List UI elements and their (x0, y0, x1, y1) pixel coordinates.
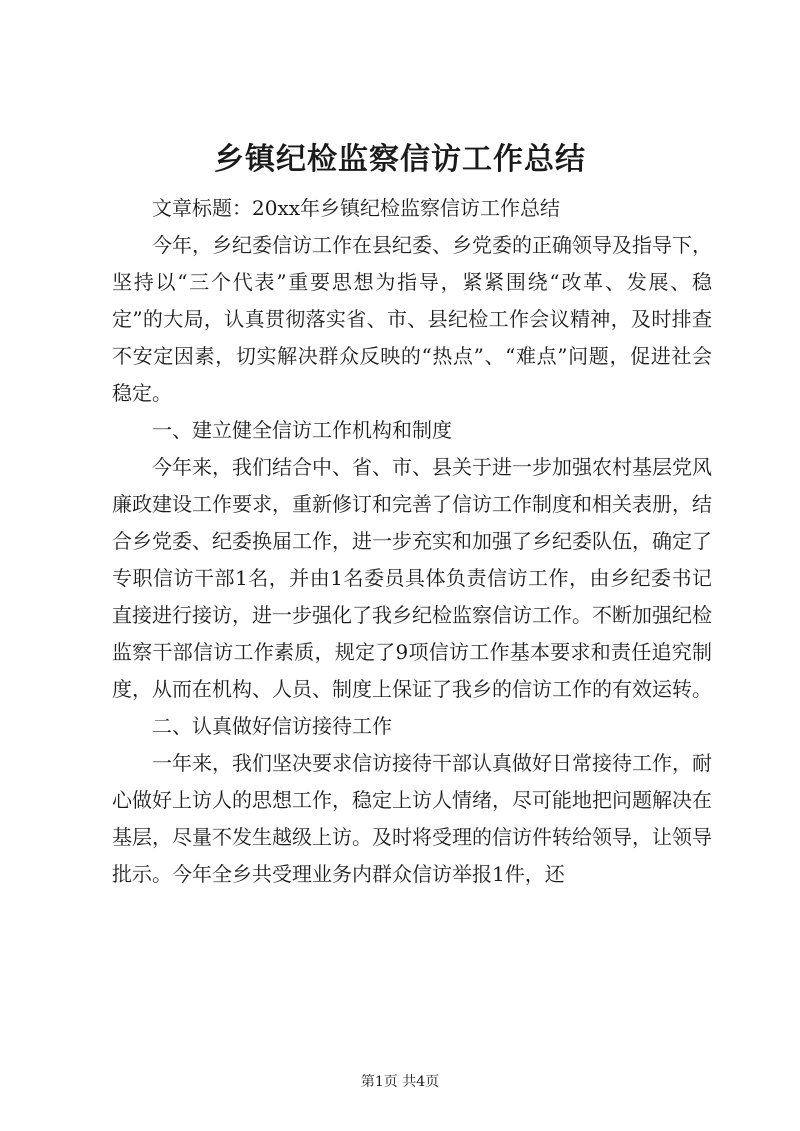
page-number-footer: 第1页 共4页 (360, 1074, 440, 1090)
section-paragraph-1: 今年来，我们结合中、省、市、县关于进一步加强农村基层党风廉政建设工作要求，重新修订和完善了信访工作制度和相关表册，结合乡党委、纪委换届工作，进一步充实和加强了乡纪委队伍，确定了专职信访干部1名，并由1名委员具体负责信访工作，由乡纪委书记直接进行接访，进一步强化了我乡纪检监察信访工作。不断加强纪检监察干部信访工作素质，规定了9项信访工作基本要求和责任追究制度，从而在机构、人员、制度上保证了我乡的信访工作的有效运转。 (112, 455, 712, 701)
section-heading-1: 一、建立健全信访工作机构和制度 (152, 418, 452, 442)
page-title: 乡镇纪检监察信访工作总结 (214, 142, 586, 177)
article-title-line: 文章标题：20xx年乡镇纪检监察信访工作总结 (152, 196, 561, 220)
intro-paragraph: 今年，乡纪委信访工作在县纪委、乡党委的正确领导及指导下，坚持以“三个代表”重要思想为指导，紧紧围绕“改革、发展、稳定”的大局，认真贯彻落实省、市、县纪检工作会议精神，及时排查不安定因素，切实解决群众反映的“热点”、“难点”问题，促进社会稳定。 (112, 233, 712, 405)
document-body (112, 190, 712, 893)
section-heading-2: 二、认真做好信访接待工作 (152, 714, 392, 738)
section-paragraph-2: 一年来，我们坚决要求信访接待干部认真做好日常接待工作，耐心做好上访人的思想工作，稳定上访人情绪，尽可能地把问题解决在基层，尽量不发生越级上访。及时将受理的信访件转给领导，让领导批示。今年全乡共受理业务内群众信访举报1件，还 (112, 751, 712, 886)
